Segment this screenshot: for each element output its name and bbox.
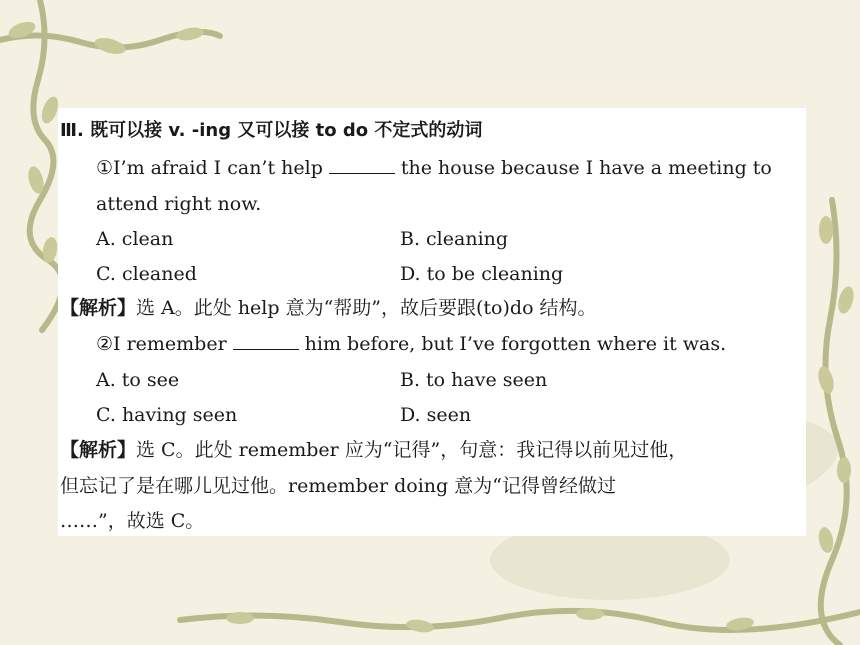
question-2-stem xyxy=(96,332,726,356)
question-2-option-b: B. to have seen xyxy=(400,369,548,391)
question-1-option-c: C. cleaned xyxy=(96,263,197,285)
analysis-tag: 【解析】 xyxy=(60,297,137,319)
question-2-analysis-line-2: 但忘记了是在哪儿见过他。remember doing 意为“记得曾经做过 xyxy=(60,475,616,497)
question-2-option-d: D. seen xyxy=(400,404,472,426)
analysis-tag: 【解析】 xyxy=(60,439,137,461)
question-1-option-a: A. clean xyxy=(96,228,174,250)
question-1-analysis-text: 选 A。此处 help 意为“帮助”，故后要跟(to)do 结构。 xyxy=(136,297,597,319)
question-2-text-after: him before, but I’ve forgotten where it was. xyxy=(304,333,727,355)
question-2-analysis-line-1 xyxy=(60,438,687,462)
question-1-analysis xyxy=(60,296,597,320)
question-2-option-a: A. to see xyxy=(96,369,180,391)
question-2-analysis-text-1: 选 C。此处 remember 应为“记得”，句意：我记得以前见过他， xyxy=(136,439,688,461)
question-1-blank xyxy=(329,157,395,174)
question-1-stem xyxy=(96,156,772,180)
question-2-blank xyxy=(233,333,299,350)
question-1-option-d: D. to be cleaning xyxy=(400,263,564,285)
question-1-stem-continued: attend right now. xyxy=(96,193,262,215)
section-heading: Ⅲ. 既可以接 v. -ing 又可以接 to do 不定式的动词 xyxy=(60,120,483,141)
question-1-text-before: ①I’m afraid I can’t help xyxy=(96,157,323,179)
question-2-analysis-line-3: ……”，故选 C。 xyxy=(60,510,205,532)
question-2-option-c: C. having seen xyxy=(96,404,238,426)
question-1-text-after: the house because I have a meeting to xyxy=(400,157,772,179)
question-2-text-before: ②I remember xyxy=(96,333,227,355)
question-1-option-b: B. cleaning xyxy=(400,228,509,250)
